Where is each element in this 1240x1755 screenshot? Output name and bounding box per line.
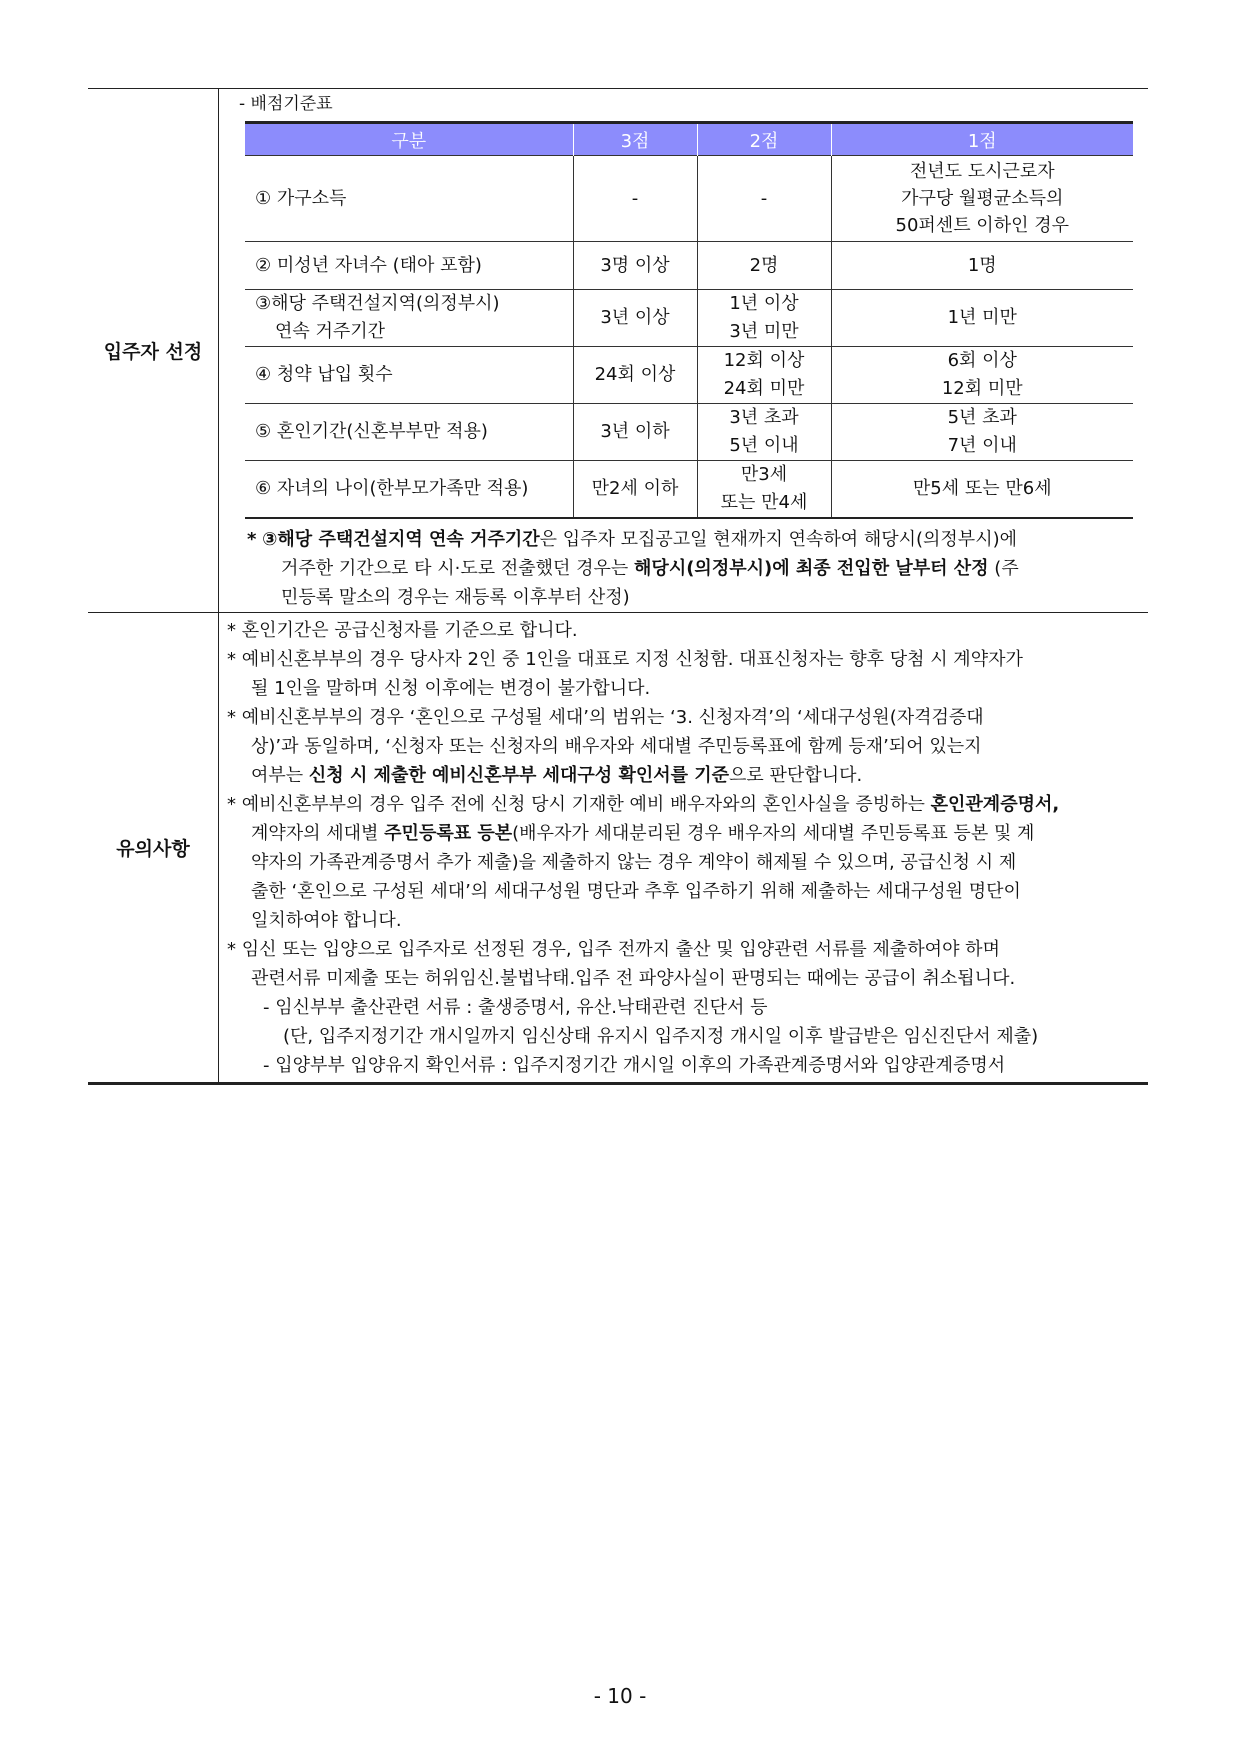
- table-row: [245, 242, 1133, 290]
- document-table: [88, 88, 1148, 1085]
- header-category: 구분: [245, 123, 573, 156]
- table-row: [245, 404, 1133, 461]
- row-2pts: 2명: [697, 242, 831, 290]
- row-3pts: 24회 이상: [573, 347, 697, 404]
- row-item: ⑥ 자녀의 나이(한부모가족만 적용): [245, 461, 573, 519]
- score-table-subhead: - 배점기준표: [239, 94, 333, 114]
- row-3pts: 만2세 이하: [573, 461, 697, 519]
- row-1pt: 6회 이상 12회 미만: [831, 347, 1133, 404]
- section-label-selection: 입주자 선정: [88, 89, 219, 613]
- header-2pts: 2점: [697, 123, 831, 156]
- row-1pt: 만5세 또는 만6세: [831, 461, 1133, 519]
- row-item: ④ 청약 납입 횟수: [245, 347, 573, 404]
- row-3pts: -: [573, 156, 697, 242]
- table-row: [245, 290, 1133, 347]
- row-2pts: 만3세 또는 만4세: [697, 461, 831, 519]
- row-3pts: 3년 이상: [573, 290, 697, 347]
- score-table: [245, 121, 1133, 519]
- row-2pts: 12회 이상 24회 미만: [697, 347, 831, 404]
- table-row: [245, 461, 1133, 519]
- row-item: ① 가구소득: [245, 156, 573, 242]
- row-3pts: 3년 이하: [573, 404, 697, 461]
- row-2pts: 1년 이상 3년 미만: [697, 290, 831, 347]
- header-1pt: 1점: [831, 123, 1133, 156]
- row-item: ⑤ 혼인기간(신혼부부만 적용): [245, 404, 573, 461]
- table-row: [245, 347, 1133, 404]
- caution-notes: * 혼인기간은 공급신청자를 기준으로 합니다. * 예비신혼부부의 경우 당사자 2인 중 1인을 대표로 지정 신청함. 대표신청자는 향후 당첨 시 계약자가 될 1인을 말하며 신청 이후에는 변경이 불가합니다. * 예비신혼부부의 경우 ‘혼인으로 구성될 세대’의 범위는 ‘3. 신청자격’의 ‘세대구성원(자격검증대 상)’과 동일하며, ‘신청자 또는 신청자의 배우자와 세대별 주민등록표에 함께 등재’되어 있는지 여부는 신청 시 제출한 예비신혼부부 세대구성 확인서를 기준으로 판단합니다. * 예비신혼부부의 경우 입주 전에 신청 당시 기재한 예비 배우자와의 혼인사실을 증빙하는 혼인관계증명서, 계약자의 세대별 주민등록표 등본(배우자가 세대분리된 경우 배우자의 세대별 주민등록표 등본 및 계 약자의 가족관계증명서 추가 제출)을 제출하지 않는 경우 계약이 해제될 수 있으며, 공급신청 시 제 출한 ‘혼인으로 구성된 세대’의 세대구성원 명단과 추후 입주하기 위해 제출하는 세대구성원 명단이 일치하여야 합니다. * 임신 또는 입양으로 입주자로 선정된 경우, 입주 전까지 출산 및 입양관련 서류를 제출하여야 하며 관련서류 미제출 또는 허위임신.불법낙태.입주 전 파양사실이 판명되는 때에는 공급이 취소됩니다. - 임신부부 출산관련 서류 : 출생증명서, 유산.낙태관련 진단서 등 (단, 입주지정기간 개시일까지 임신상태 유지시 입주지정 개시일 이후 발급받은 임신진단서 제출) - 입양부부 입양유지 확인서류 : 입주지정기간 개시일 이후의 가족관계증명서와 입양관계증명서: [227, 620, 1060, 1076]
- row-item: ③해당 주택건설지역(의정부시) 연속 거주기간: [245, 290, 573, 347]
- residence-note: * ③해당 주택건설지역 연속 거주기간은 입주자 모집공고일 현재까지 연속하여 해당시(의정부시)에 거주한 기간으로 타 시·도로 전출했던 경우는 해당시(의정부시)에 최종 전입한 날부터 산정 (주 민등록 말소의 경우는 재등록 이후부터 산정): [247, 529, 1019, 608]
- page-number: - 10 -: [593, 1684, 647, 1708]
- row-1pt: 5년 초과 7년 이내: [831, 404, 1133, 461]
- row-1pt: 1명: [831, 242, 1133, 290]
- header-3pts: 3점: [573, 123, 697, 156]
- row-2pts: 3년 초과 5년 이내: [697, 404, 831, 461]
- row-3pts: 3명 이상: [573, 242, 697, 290]
- row-1pt: 1년 미만: [831, 290, 1133, 347]
- section-label-caution: 유의사항: [88, 613, 219, 1084]
- row-2pts: -: [697, 156, 831, 242]
- row-item: ② 미성년 자녀수 (태아 포함): [245, 242, 573, 290]
- table-row: [245, 156, 1133, 242]
- row-1pt: 전년도 도시근로자 가구당 월평균소득의 50퍼센트 이하인 경우: [831, 156, 1133, 242]
